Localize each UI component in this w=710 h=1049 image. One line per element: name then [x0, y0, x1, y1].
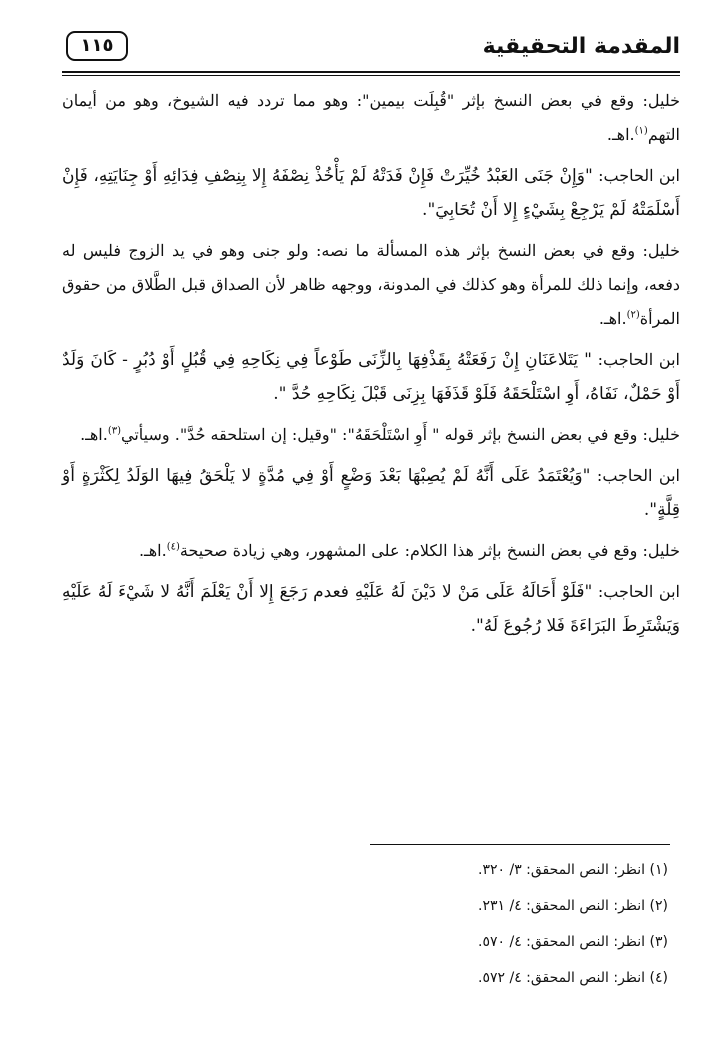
footnote-item: (٢) انظر: النص المحقق: ٤/ ٢٣١.	[478, 898, 668, 914]
speaker-label: خليل:	[642, 91, 681, 110]
footnote-ref: (٣)	[107, 425, 122, 437]
speaker-label: ابن الحاجب:	[596, 466, 681, 485]
paragraph-tail: .اهـ.	[598, 309, 627, 328]
footnote-item: (١) انظر: النص المحقق: ٣/ ٣٢٠.	[478, 862, 668, 878]
running-title: المقدمة التحقيقية	[482, 34, 680, 59]
speaker-label: ابن الحاجب:	[597, 582, 680, 601]
footnote-ref: (٤)	[166, 541, 180, 553]
footnote-item: (٣) انظر: النص المحقق: ٤/ ٥٧٠.	[478, 934, 668, 950]
paragraph-text: "وَإِنْ جَنَى العَبْدُ خُيِّرَتْ فَإِنْ فَدَتْهُ لَمْ يَأْخُذْ نِصْفَهُ إِلا بِنِصْفِ فِدَائِهِ أَوْ جِنَايَتِهِ، فَإِنْ أَسْلَمَتْهُ لَمْ يَرْجِعْ بِشَيْءٍ إِلا أَنْ تُحَابِيَ".	[62, 166, 680, 220]
paragraph	[62, 343, 680, 411]
main-text	[62, 84, 680, 650]
footnote-ref: (٢)	[626, 309, 640, 321]
speaker-label: ابن الحاجب:	[597, 350, 680, 369]
speaker-label: خليل:	[642, 425, 680, 444]
paragraph-text: "وَيُعْتَمَدُ عَلَى أَنَّهُ لَمْ يُصِبْهَا بَعْدَ وَضْعٍ أَوْ فِي مُدَّةٍ لا يَلْحَقُ فِيهَا الوَلَدُ لِكَثْرَةٍ أَوْ قِلَّةٍ".	[62, 466, 680, 520]
header-rule-thin	[62, 75, 680, 76]
paragraph	[62, 459, 680, 527]
paragraph	[62, 84, 680, 152]
speaker-label: ابن الحاجب:	[598, 166, 680, 185]
paragraph	[62, 159, 680, 227]
paragraph-text: " يَتَلاعَنَانِ إِنْ رَفَعَتْهُ بِقَذْفِهَا بِالزِّنَى طَوْعاً فِي نِكَاحِهِ فِي قُبُلٍ أَوْ دُبُرٍ - كَانَ وَلَدٌ أَوْ حَمْلٌ، نَفَاهُ، أَوِ اسْتَلْحَقَهُ فَلَوْ قَذَفَهَا بِزِنَى قَبْلَ نِكَاحِهِ حُدَّ ".	[62, 350, 680, 404]
paragraph	[62, 534, 680, 568]
page-number: ١١٥	[66, 31, 128, 61]
paragraph-text: وقع في بعض النسخ بإثر "قُبِلَت بيمين": وهو مما تردد فيه الشيوخ، وهو من أيمان التهم	[62, 91, 680, 144]
footnote-item: (٤) انظر: النص المحقق: ٤/ ٥٧٢.	[478, 970, 668, 986]
footnotes	[478, 852, 668, 996]
paragraph-text: وقع في بعض النسخ بإثر قوله " أَوِ اسْتَلْحَقَهُ": "وقيل: إن استلحقه حُدَّ". وسيأتي	[121, 425, 638, 444]
speaker-label: خليل:	[642, 241, 680, 260]
footnote-ref: (١)	[634, 125, 648, 137]
footnote-separator	[370, 844, 670, 845]
paragraph-text: وقع في بعض النسخ بإثر هذا الكلام: على المشهور، وهي زيادة صحيحة	[179, 541, 638, 560]
page-header	[62, 28, 680, 78]
paragraph-tail: .اهـ.	[606, 125, 635, 144]
paragraph-text: "فَلَوْ أَحَالَهُ عَلَى مَنْ لا دَيْنَ لَهُ عَلَيْهِ فعدم رَجَعَ إِلا أَنْ يَعْلَمَ أَنَّهُ لا شَيْءَ لَهُ عَلَيْهِ وَيَشْتَرِطَ البَرَاءَةَ فَلا رُجُوعَ لَهُ".	[62, 582, 680, 636]
speaker-label: خليل:	[642, 541, 680, 560]
paragraph-tail: .اهـ.	[80, 425, 108, 444]
paragraph-text: وقع في بعض النسخ بإثر هذه المسألة ما نصه: ولو جنى وهو في يد الزوج فليس له دفعه، وإنما ذلك للمرأة وهو كذلك في المدونة، ووجهه ظاهر لأن الصداق قبل الطَّلاق من حقوق المرأة	[62, 241, 680, 328]
paragraph	[62, 418, 680, 452]
paragraph-tail: .اهـ.	[138, 541, 167, 560]
header-rule	[62, 71, 680, 73]
paragraph	[62, 234, 680, 336]
paragraph	[62, 575, 680, 643]
